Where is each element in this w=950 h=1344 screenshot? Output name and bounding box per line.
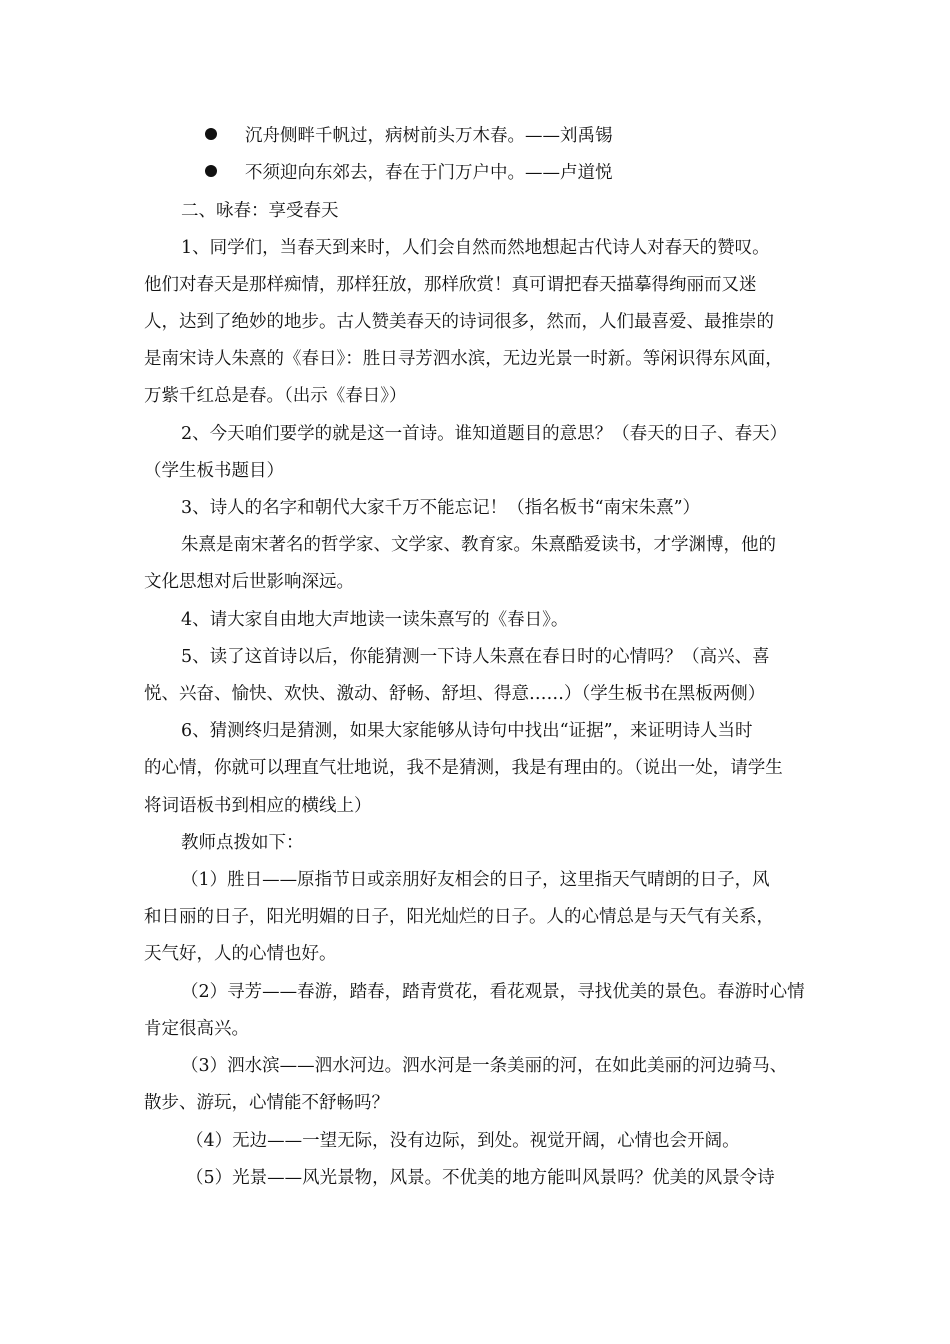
paragraph-line: 是南宋诗人朱熹的《春日》：胜日寻芳泗水滨，无边光景一时新。等闲识得东风面， — [144, 349, 783, 369]
paragraph-line: 将词语板书到相应的横线上） — [144, 796, 372, 816]
paragraph-line: 3、诗人的名字和朝代大家千万不能忘记！（指名板书“南宋朱熹”） — [181, 498, 701, 518]
paragraph-line: 散步、游玩，心情能不舒畅吗？ — [144, 1093, 389, 1113]
paragraph-line: （4）无边——一望无际，没有边际，到处。视觉开阔，心情也会开阔。 — [186, 1131, 740, 1151]
bullet-text: 沉舟侧畔千帆过，病树前头万木春。——刘禹锡 — [245, 126, 613, 146]
paragraph-line: （3）泗水滨——泗水河边。泗水河是一条美丽的河，在如此美丽的河边骑马、 — [181, 1056, 788, 1076]
paragraph-line: （2）寻芳——春游，踏春，踏青赏花，看花观景，寻找优美的景色。春游时心情 — [181, 982, 805, 1002]
paragraph-line: 4、请大家自由地大声地读一读朱熹写的《春日》。 — [181, 610, 569, 630]
paragraph-line: 2、今天咱们要学的就是这一首诗。谁知道题目的意思？（春天的日子、春天） — [181, 424, 788, 444]
paragraph-line: （1）胜日——原指节日或亲朋好友相会的日子，这里指天气晴朗的日子，风 — [181, 870, 770, 890]
bullet-item — [205, 161, 613, 185]
paragraph-line: （学生板书题目） — [144, 461, 284, 481]
paragraph-line: 和日丽的日子，阳光明媚的日子，阳光灿烂的日子。人的心情总是与天气有关系， — [144, 907, 774, 927]
bullet-item — [205, 124, 613, 148]
section-heading: 二、咏春：享受春天 — [181, 201, 339, 221]
paragraph-line: 的心情，你就可以理直气壮地说，我不是猜测，我是有理由的。（说出一处，请学生 — [144, 758, 783, 778]
paragraph-line: 6、猜测终归是猜测，如果大家能够从诗句中找出“证据”，来证明诗人当时 — [181, 721, 753, 741]
paragraph-line: 天气好，人的心情也好。 — [144, 944, 337, 964]
bullet-dot-icon — [205, 165, 217, 177]
bullet-text: 不须迎向东郊去，春在于门万户中。——卢道悦 — [245, 163, 613, 183]
paragraph-line: 5、读了这首诗以后，你能猜测一下诗人朱熹在春日时的心情吗？（高兴、喜 — [181, 647, 770, 667]
paragraph-line: 人，达到了绝妙的地步。古人赞美春天的诗词很多，然而，人们最喜爱、最推崇的 — [144, 312, 774, 332]
paragraph-line: 1、同学们，当春天到来时，人们会自然而然地想起古代诗人对春天的赞叹。 — [181, 238, 770, 258]
paragraph-line: 朱熹是南宋著名的哲学家、文学家、教育家。朱熹酷爱读书，才学渊博，他的 — [181, 535, 776, 555]
paragraph-line: 教师点拨如下： — [181, 833, 304, 853]
paragraph-line: 悦、兴奋、愉快、欢快、激动、舒畅、舒坦、得意……）（学生板书在黑板两侧） — [144, 684, 766, 704]
paragraph-line: 文化思想对后世影响深远。 — [144, 572, 354, 592]
paragraph-line: 肯定很高兴。 — [144, 1019, 249, 1039]
paragraph-line: 他们对春天是那样痴情，那样狂放，那样欣赏！真可谓把春天描摹得绚丽而又迷 — [144, 275, 757, 295]
paragraph-line: （5）光景——风光景物，风景。不优美的地方能叫风景吗？优美的风景令诗 — [186, 1168, 775, 1188]
bullet-dot-icon — [205, 128, 217, 140]
paragraph-line: 万紫千红总是春。（出示《春日》） — [144, 386, 407, 406]
